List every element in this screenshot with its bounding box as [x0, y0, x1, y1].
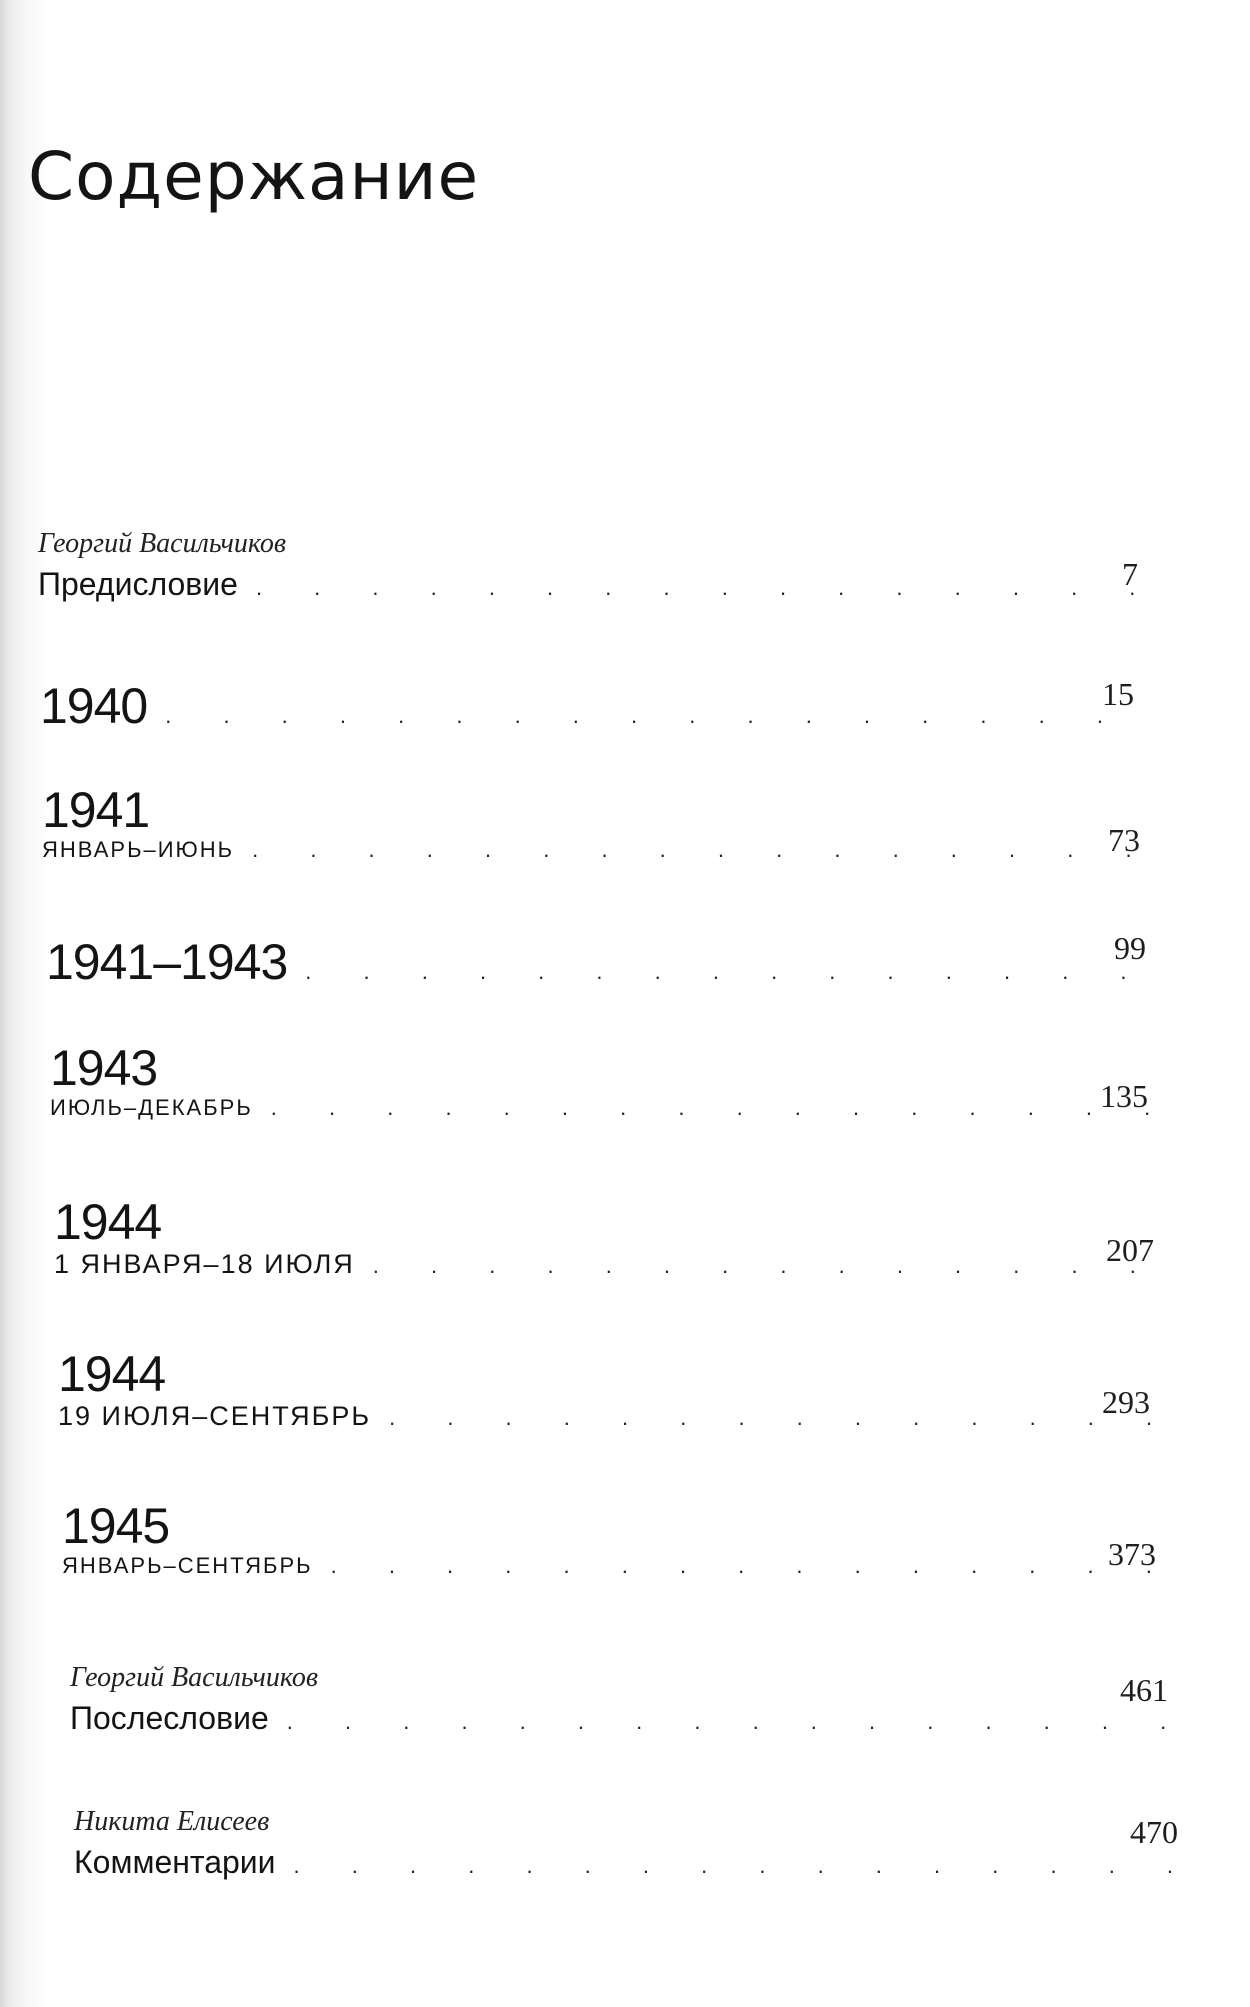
- entry-heading: 1941: [42, 782, 150, 838]
- page-title: Содержание: [28, 138, 480, 215]
- entry-page-number: 373: [1108, 1536, 1156, 1572]
- toc-entry-preface[interactable]: [38, 528, 1158, 628]
- dot-leader: [256, 577, 1144, 599]
- entry-subtitle: ЯНВАРЬ–СЕНТЯБРЬ: [62, 1552, 313, 1578]
- entry-heading: Послесловие: [70, 1700, 269, 1736]
- entry-heading: Предисловие: [38, 566, 238, 602]
- entry-heading: 1945: [62, 1498, 170, 1554]
- toc-entry-1941[interactable]: [42, 784, 1162, 894]
- entry-page-number: 135: [1100, 1078, 1148, 1114]
- entry-subtitle: ЯНВАРЬ–ИЮНЬ: [42, 836, 235, 862]
- dot-leader: [165, 705, 1146, 727]
- entry-subtitle: ИЮЛЬ–ДЕКАБРЬ: [50, 1094, 253, 1120]
- entry-page-number: 15: [1102, 676, 1134, 712]
- toc-entry-comments[interactable]: [74, 1806, 1194, 1906]
- dot-leader: [373, 1255, 1160, 1277]
- entry-page-number: 99: [1114, 930, 1146, 966]
- entry-author: Никита Елисеев: [74, 1806, 270, 1837]
- entry-heading: 1944: [58, 1346, 166, 1402]
- dot-leader: [271, 1097, 1156, 1119]
- entry-page-number: 7: [1122, 556, 1138, 592]
- dot-leader: [252, 839, 1148, 861]
- entry-page-number: 73: [1108, 822, 1140, 858]
- dot-leader: [305, 961, 1152, 983]
- toc-entry-afterword[interactable]: [70, 1662, 1190, 1762]
- entry-author: Георгий Васильчиков: [38, 528, 287, 559]
- entry-page-number: 461: [1120, 1672, 1168, 1708]
- toc-entry-1940[interactable]: [40, 676, 1160, 750]
- dot-leader: [331, 1555, 1168, 1577]
- entry-heading: 1941–1943: [46, 934, 288, 990]
- entry-page-number: 207: [1106, 1232, 1154, 1268]
- toc-entry-1943[interactable]: [50, 1042, 1170, 1152]
- toc-entry-1941-1943[interactable]: [46, 930, 1166, 1006]
- entry-heading: 1940: [40, 678, 148, 734]
- toc-entry-1945[interactable]: [62, 1500, 1182, 1610]
- entry-page-number: 293: [1102, 1384, 1150, 1420]
- entry-page-number: 470: [1130, 1814, 1178, 1850]
- toc-entry-1944-b[interactable]: [58, 1348, 1178, 1458]
- entry-author: Георгий Васильчиков: [70, 1662, 319, 1693]
- entry-heading: 1944: [54, 1194, 162, 1250]
- entry-heading: Комментарии: [74, 1844, 276, 1880]
- dot-leader: [287, 1711, 1176, 1733]
- entry-subtitle: 1 ЯНВАРЯ–18 ИЮЛЯ: [54, 1248, 355, 1279]
- entry-heading: 1943: [50, 1040, 158, 1096]
- entry-subtitle: 19 ИЮЛЯ–СЕНТЯБРЬ: [58, 1400, 372, 1431]
- dot-leader: [389, 1407, 1164, 1429]
- toc-entry-1944-a[interactable]: [54, 1196, 1174, 1306]
- dot-leader: [294, 1855, 1180, 1877]
